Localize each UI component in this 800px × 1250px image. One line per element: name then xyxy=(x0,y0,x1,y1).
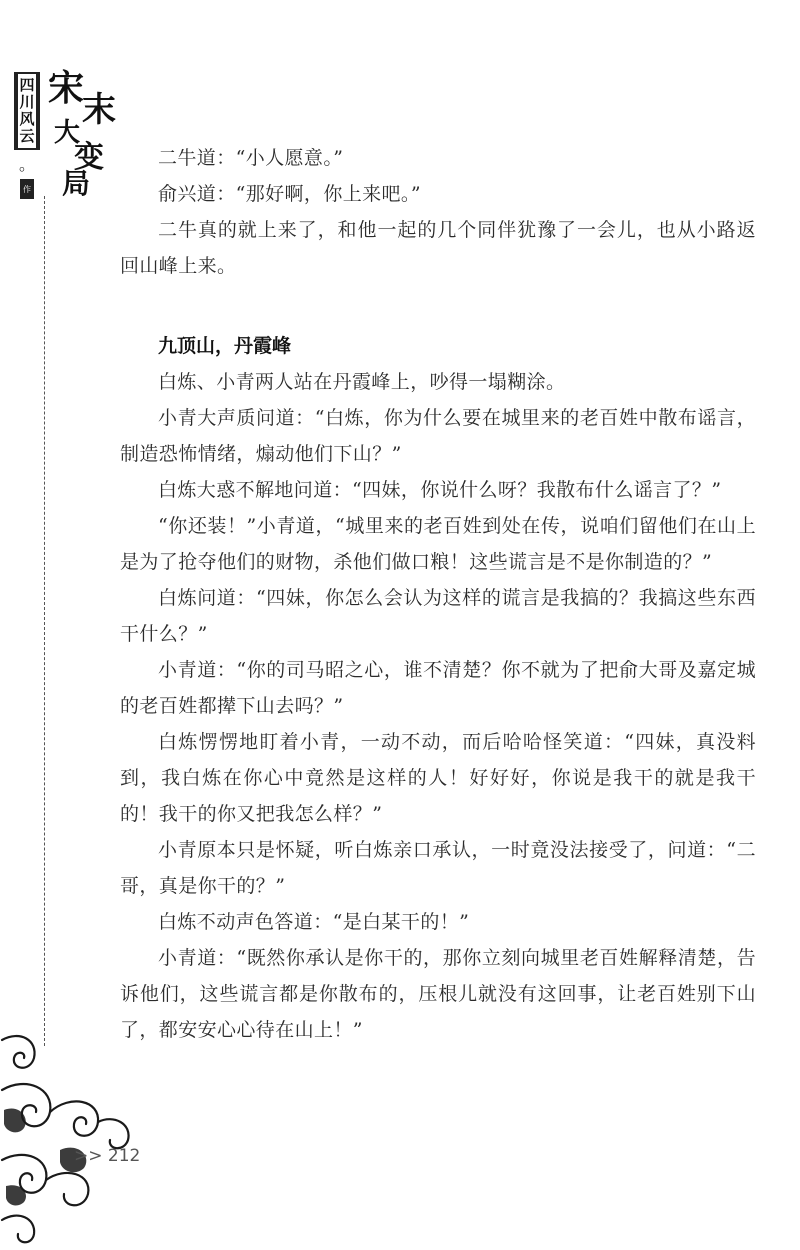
series-char: 四 xyxy=(19,76,35,94)
page-body xyxy=(120,140,756,1048)
section-heading: 九顶山，丹霞峰 xyxy=(158,335,292,357)
paragraph: 白炼大惑不解地问道：“四妹，你说什么呀？我散布什么谣言了？” xyxy=(158,479,722,501)
margin-dashed-rule xyxy=(44,196,45,1046)
paragraph: 白炼不动声色答道：“是白某干的！” xyxy=(158,911,470,933)
title-char: 大 xyxy=(54,118,81,148)
cloud-ornament-icon xyxy=(0,1010,140,1250)
series-dot: 。 xyxy=(18,155,35,174)
series-char: 风 xyxy=(19,110,35,128)
paragraph: 白炼问道：“四妹，你怎么会认为这样的谎言是我搞的？我搞这些东西干什么？” xyxy=(120,587,756,645)
series-label xyxy=(14,72,40,199)
paragraph: 小青原本只是怀疑，听白炼亲口承认，一时竟没法接受了，问道：“二哥，真是你干的？” xyxy=(120,839,756,897)
title-char: 变 xyxy=(74,140,104,175)
series-char: 川 xyxy=(19,93,35,111)
title-char: 末 xyxy=(82,90,116,130)
paragraph: 白炼、小青两人站在丹霞峰上，吵得一塌糊涂。 xyxy=(158,371,566,393)
series-char: 云 xyxy=(19,127,35,145)
paragraph: 二牛道：“小人愿意。” xyxy=(158,147,344,169)
title-char: 局 xyxy=(62,167,91,200)
paragraph: 小青大声质问道：“白炼，你为什么要在城里来的老百姓中散布谣言，制造恐怖情绪，煽动他们下山？” xyxy=(120,407,756,465)
paragraph: 俞兴道：“那好啊，你上来吧。” xyxy=(158,183,421,205)
series-name-box xyxy=(14,72,40,150)
paragraph: 二牛真的就上来了，和他一起的几个同伴犹豫了一会儿，也从小路返回山峰上来。 xyxy=(120,219,756,277)
paragraph: 小青道：“既然你承认是你干的，那你立刻向城里老百姓解释清楚，告诉他们，这些谎言都是你散布的，压根儿就没有这回事，让老百姓别下山了，都安安心心待在山上！” xyxy=(120,947,756,1041)
book-title xyxy=(48,60,116,200)
author-seal: 作 xyxy=(20,179,34,199)
title-char: 宋 xyxy=(48,67,85,109)
paragraph: 小青道：“你的司马昭之心，谁不清楚？你不就为了把俞大哥及嘉定城的老百姓都撵下山去吗？” xyxy=(120,659,756,717)
paragraph: 白炼愣愣地盯着小青，一动不动，而后哈哈怪笑道：“四妹，真没料到，我白炼在你心中竟然是这样的人！好好好，你说是我干的就是我干的！我干的你又把我怎么样？” xyxy=(120,731,756,825)
paragraph: “你还装！”小青道，“城里来的老百姓到处在传，说咱们留他们在山上是为了抢夺他们的财物，杀他们做口粮！这些谎言是不是你制造的？” xyxy=(120,515,756,573)
page-number: >> 212 xyxy=(74,1146,141,1166)
